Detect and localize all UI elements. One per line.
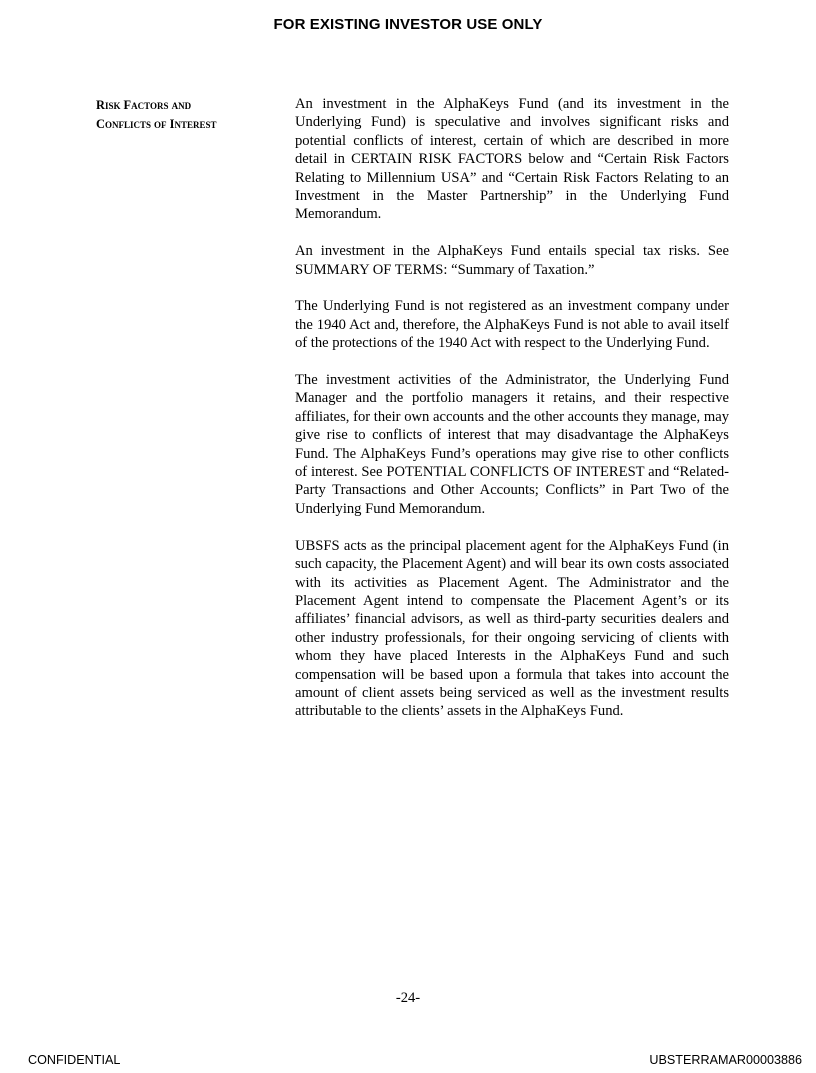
section-heading-line-1: Risk Factors and xyxy=(96,98,192,112)
paragraph: The investment activities of the Administrator, the Underlying Fund Manager and the portfolio managers it retains, and their respective affiliates, for their own accounts and the other accounts they manage, may give rise to conflicts of interest that may disadvantage the AlphaKeys Fund. The AlphaKeys Fund’s operations may give rise to other conflicts of interest. See POTENTIAL CONFLICTS OF INTEREST and “Related-Party Transactions and Other Accounts; Conflicts” in Part Two of the Underlying Fund Memorandum. xyxy=(295,372,729,517)
section-heading xyxy=(96,96,286,134)
paragraph: An investment in the AlphaKeys Fund (and its investment in the Underlying Fund) is speculative and involves significant risks and potential conflicts of interest, certain of which are described in more detail in CERTAIN RISK FACTORS below and “Certain Risk Factors Relating to Millennium USA” and “Certain Risk Factors Relating to an Investment in the Master Partnership” in the Underlying Fund Memorandum. xyxy=(295,96,729,223)
section-body xyxy=(295,95,729,739)
section-heading-line-2: Conflicts of Interest xyxy=(96,117,217,131)
bates-number: UBSTERRAMAR00003886 xyxy=(649,1053,802,1067)
paragraph: An investment in the AlphaKeys Fund entails special tax risks. See SUMMARY OF TERMS: “Summary of Taxation.” xyxy=(295,243,729,278)
confidential-label: CONFIDENTIAL xyxy=(28,1053,121,1067)
paragraph: UBSFS acts as the principal placement agent for the AlphaKeys Fund (in such capacity, the Placement Agent) and will bear its own costs associated with its activities as Placement Agent. The Administrator and the Placement Agent intend to compensate the Placement Agent’s or its affiliates’ financial advisors, as well as third-party securities dealers and other industry professionals, for their ongoing servicing of clients with whom they have placed Interests in the AlphaKeys Fund and such compensation will be based upon a formula that takes into account the amount of client assets being serviced as well as the investment results attributable to the clients’ assets in the AlphaKeys Fund. xyxy=(295,537,729,720)
paragraph: The Underlying Fund is not registered as an investment company under the 1940 Act and, therefore, the AlphaKeys Fund is not able to avail itself of the protections of the 1940 Act with respect to the Underlying Fund. xyxy=(295,298,729,352)
page-header: FOR EXISTING INVESTOR USE ONLY xyxy=(273,16,543,33)
page-number: -24- xyxy=(395,990,421,1006)
